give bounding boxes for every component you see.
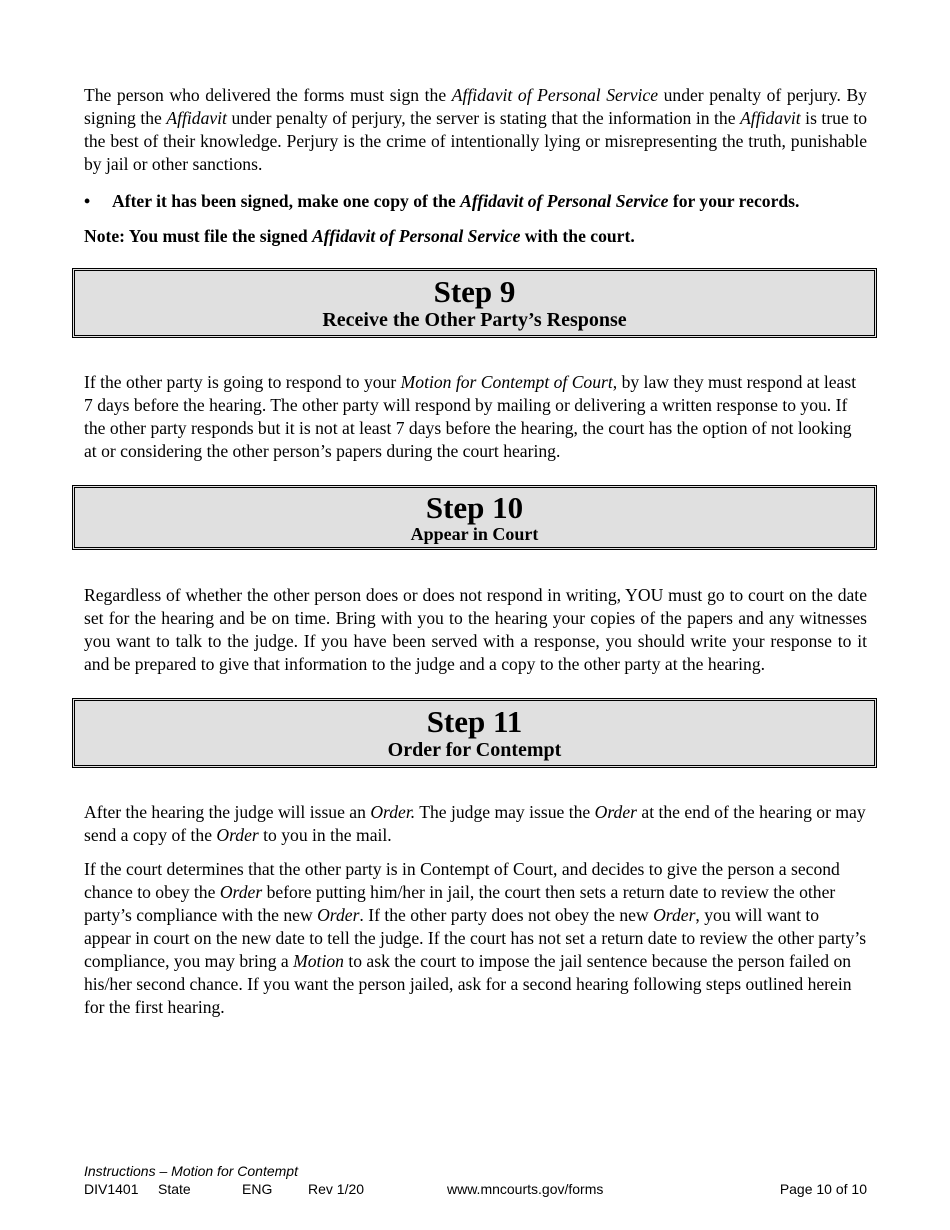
step-9-paragraph: If the other party is going to respond to your Motion for Contempt of Court, by law they must respond at least 7 days before the hearing. The other party will respond by mailing or delivering a written response to you. If the other party responds but it is not at least 7 days before the hearing, the court has the option of not looking at or considering the other person’s papers during the court hearing. (84, 372, 857, 461)
footer-meta-row (84, 1180, 867, 1198)
step-11-subtitle: Order for Contempt (387, 739, 562, 761)
copy-instruction-bullet (84, 190, 867, 213)
step-10-paragraph: Regardless of whether the other person does or does not respond in writing, YOU must go to court on the date set for the hearing and be on time. Bring with you to the hearing your copies of the papers and any witnesses you want to talk to the judge. If you have been served with a response, you should write your response to it and be prepared to give that information to the judge and a copy to the other party at the hearing. (84, 585, 867, 674)
footer-form-id: DIV1401 (84, 1181, 139, 1197)
affidavit-paragraph: The person who delivered the forms must sign the Affidavit of Personal Service under penalty of perjury. By signing the Affidavit under penalty of perjury, the server is stating that the information in the Affidavit is true to the best of their knowledge. Perjury is the crime of intentionally lying or misrepresenting the truth, punishable by jail or other sanctions. (84, 85, 867, 174)
step-11-paragraph-order: After the hearing the judge will issue an Order. The judge may issue the Order at the end of the hearing or may send a copy of the Order to you in the mail. (84, 802, 866, 845)
footer-language: ENG (242, 1181, 273, 1197)
bullet-point: • (84, 191, 91, 211)
footer-document-title: Instructions – Motion for Contempt (84, 1163, 298, 1179)
step-9-subtitle: Receive the Other Party’s Response (322, 309, 627, 331)
bullet-text: After it has been signed, make one copy of the Affidavit of Personal Service for your records. (112, 191, 800, 211)
step-9-title: Step 9 (433, 274, 516, 309)
footer-revision: Rev 1/20 (308, 1181, 365, 1197)
filing-note: Note: You must file the signed Affidavit of Personal Service with the court. (84, 226, 635, 246)
step-9-header (72, 268, 877, 338)
footer-jurisdiction: State (158, 1181, 191, 1197)
step-11-title: Step 11 (426, 704, 523, 739)
step-10-title: Step 10 (425, 490, 524, 525)
step-10-header (72, 485, 877, 550)
step-11-paragraph-contempt: If the court determines that the other party is in Contempt of Court, and decides to give the person a second chance to obey the Order before putting him/her in jail, the court then sets a return date to review the other party’s compliance with the new Order. If the other party does not obey the new Order, you will want to appear in court on the new date to tell the judge. If the court has not set a return date to review the other party’s compliance, you may bring a Motion to ask the court to impose the jail sentence because the person failed on his/her second chance. If you want the person jailed, ask for a second hearing following steps outlined herein for the first hearing. (84, 859, 867, 1017)
step-10-subtitle: Appear in Court (410, 524, 539, 544)
footer-page-number: Page 10 of 10 (779, 1181, 867, 1197)
document-page (84, 84, 867, 1019)
step-11-header (72, 698, 877, 768)
footer-url: www.mncourts.gov/forms (447, 1181, 604, 1197)
page-footer (84, 1162, 867, 1198)
